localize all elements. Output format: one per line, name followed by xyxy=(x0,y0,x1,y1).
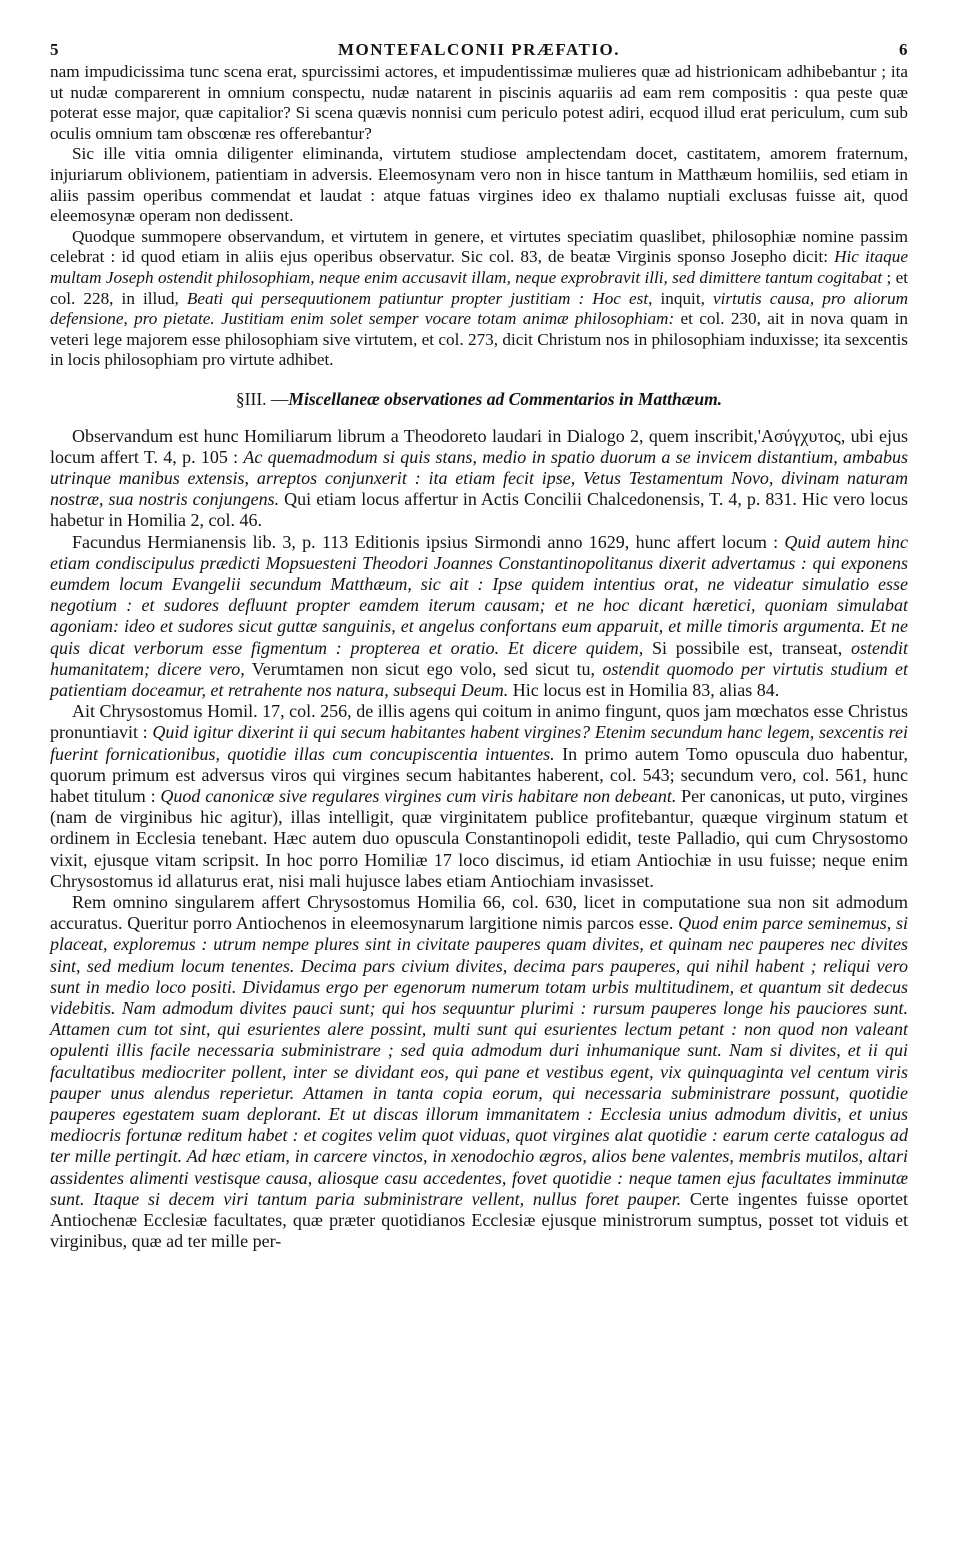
text-run: Si possibile est, transeat, xyxy=(643,637,851,658)
text-run: Verumtamen non sicut ego volo, sed sicut tu, xyxy=(244,658,603,679)
paragraph-virtues: Sic ille vitia omnia diligenter eliminanda, virtutem studiose amplectendam docet, castitatem, amorem fraternum, injuriarum oblivionem, patientiam in adversis. Eleemosynam vero non in hisce tantum in Matthæum homiliis, sed etiam in aliis passim operibus commendat et laudat : atque fatuas virgines ideo ex thalamo nuptiali exclusas fuisse ait, quod eleemosynæ operam non dedissent. xyxy=(50,144,908,226)
quote-run: Quid igitur dixerint ii qui secum habitantes habent virgines? Etenim secundum hanc legem, sexcentis rei fuerint fornicationibus, quotidie illas cum concupiscentia intuentes. xyxy=(50,722,908,764)
text-run: Rem omnino singularem affert Chrysostomus Homilia 66, col. 630, licet in computatione sua non sit admodum accuratus. Queritur porro Antiochenos in eleemosynarum largitione nimis parcos esse. xyxy=(50,891,908,934)
paragraph-continuation: nam impudicissima tunc scena erat, spurcissimi actores, et impudentissimæ mulieres quæ ad histrionicam adhibebantur ; ita ut nudæ comparerent in omnium conspectu, nudæ natarent in piscinis aquariis ad eam rem compositis : qua peste quæ poterat esse major, quæ capitalior? Si scena quævis nonnisi cum periculo potest adiri, ecquod illud erat periculum, cum sub oculis omnium tam obscœnæ res offerebantur? xyxy=(50,62,908,143)
paragraph-homily-17 xyxy=(50,701,908,892)
section-2-text xyxy=(50,62,908,371)
quote-run: ostendit quomodo per virtutis studium et patientiam doceamur, et retrahente nos natura, subsequi Deum. xyxy=(50,658,908,700)
quote-run: Ac quemadmodum si quis stans, medio in spatio duorum a se invicem distantium, ambabus utrinque manibus extensis, arreptos conjunxerit : ita etiam fecit ipse, Vetus Testamentum Novo, divinam naturam nostræ, sua nostris conjungens. xyxy=(50,446,909,510)
paragraph-facundus xyxy=(50,532,908,702)
text-run: Ait Chrysostomus Homil. 17, col. 256, de illis agens qui coitum in animo fingunt, quos jam mœchatos esse Christus pronuntiavit : xyxy=(50,701,908,743)
quote-run: ostendit humanitatem; dicere vero, xyxy=(50,637,908,679)
quote-run: Hic itaque multam Joseph ostendit philosophiam, neque enim accusavit illam, neque exprobravit illi, sed dimittere tantum cogitabat xyxy=(50,247,908,287)
section-title: Miscellaneæ observationes ad Commentarios in Matthæum. xyxy=(288,388,723,409)
text-run: , inquit, xyxy=(648,288,713,308)
paragraph-theodoret xyxy=(50,426,908,532)
page-number-right: 6 xyxy=(898,40,908,59)
text-run: Certe ingentes fuisse oportet Antiochenæ Ecclesiæ facultates, quæ præter quotidianos Ecclesiæ ejusque ministrorum sumptus, posset tot viduis et virginibus, quæ ad ter mille per- xyxy=(50,1188,908,1252)
paragraph-homily-66 xyxy=(50,892,908,1252)
quote-run: Quod canonicæ sive regulares virgines cum viris habitare non debeant. xyxy=(160,785,677,806)
running-head xyxy=(50,40,908,60)
text-run: In primo autem Tomo opuscula duo habentur, quorum primum est adversus viros qui virgines secum habitantes haberent, col. 543; secundum vero, col. 561, hunc habet titulum : xyxy=(50,743,908,806)
text-run: Facundus Hermianensis lib. 3, p. 113 Editionis ipsius Sirmondi anno 1629, hunc affert locum : xyxy=(72,531,785,552)
text-run: Per canonicas, ut puto, virgines (nam de virginibus hic agitur), illas intelligit, quæ virginitatem publice profitebantur, quæque virginum statum et ordinem in Ecclesia tenebant. Hæc autem duo opuscula Constantinopoli edidit, teste Palladio, qui cum Chrysostomo vixit, ejusque vitam scripsit. In hoc porro Homiliæ 17 loco discimus, id etiam Antiochiæ in usu fuisse; neque enim Chrysostomus id allaturus erat, nisi mali hujusce labes etiam Antiochiam invasisset. xyxy=(50,785,908,891)
running-title: MONTEFALCONII PRÆFATIO. xyxy=(338,40,620,59)
paragraph-philosophy xyxy=(50,227,908,371)
quote-run: Quod enim parce seminemus, si placeat, exploremus : utrum nempe plures sint in civitate pauperes quam divites, et quinam nec pauperes nec divites sint, sed medium locum tenentes. Decima pars civium divites, decima pars pauperes, qui nihil habent ; reliqui vero sunt in medio loco positi. Dividamus ergo per egenorum numerum totam urbis multitudinem, et quantum sit dedecus videbitis. Nam admodum divites pauci sunt; qui hos sequuntur plurimi : rursum pauperes longe his pauciores sunt. Attamen cum tot sint, qui esurientes alere possint, multi sunt qui esurientes lectum petant : non quod non valeant opulenti illis facile necessaria subministrare ; sed quia admodum duri inhumanique sunt. Nam si divites, et ii qui facultatibus mediocriter pollent, inter se dividant eos, qui pane et vestibus egent, vix quinquaginta vel centum viris pauper unus alendus reperietur. Attamen in tanta copia eorum, qui necessaria subministrare possunt, quotidie pauperes egestatem suam deplorant. Et ut discas illorum immanitatem : Ecclesia unius admodum divitis, et unius mediocris fortunæ reditum habet : et cogites velim quot viduas, quot virgines alat quotidie : earum certe catalogus ad ter mille pertingit. Ad hæc etiam, in carcere vinctos, in xenodochio ægros, alios bene valentes, membris mutilos, altari assidentes alimenti vestisque causa, aliosque casu accedentes, fovet quotidie : neque tamen ejus facultates imminutæ sunt. Itaque si decem viri tantum paria subministrare vellent, nullus foret pauper. xyxy=(50,913,909,1209)
text-run: et col. 230, ait in nova quam in veteri lege majorem esse philosophiam sive virtutem, et col. 273, dicit Christum nos in philosophiam induxisse; ita sexcentis in locis philosophiam pro virtute adhibet. xyxy=(50,309,908,370)
text-run: Qui etiam locus affertur in Actis Concilii Chalcedonensis, T. 4, p. 831. Hic vero locus habetur in Homilia 2, col. 46. xyxy=(50,489,908,531)
text-run: Quodque summopere observandum, et virtutem in genere, et virtutes speciatim quaslibet, philosophiæ nomine passim celebrat : id quod etiam in aliis ejus operibus observatur. Sic col. 83, de beatæ Virginis sponso Josepho dicit: xyxy=(50,226,908,267)
quote-run: Quid autem hinc etiam condiscipulus prædicti Mopsuesteni Theodori Joannes Constantinopolitanus dixerit advertamus : qui exponens eumdem locum Evangelii secundum Matthæum, sic ait : Ipse quidem intentius orat, ne videatur simulatio esse negotium : et sudores defluunt propter eamdem iterum causam; et ne hoc dicant hæretici, quoniam simulabat agoniam: ideo et sudores sicut guttæ sanguinis, et angelus confortans eum apparuit, et mille timoris argumenta. Et ne quis dicat verborum esse figmentum : propterea et oratio. Et dicere quidem, xyxy=(50,531,908,658)
text-run: Observandum est hunc Homiliarum librum a Theodoreto laudari in Dialogo 2, quem inscribit, xyxy=(72,425,758,446)
greek-word: 'Ασύγχυτος xyxy=(757,425,841,446)
section-number: §III. — xyxy=(235,388,289,409)
quote-run: virtutis causa, pro aliorum defensione, pro pietate. Justitiam enim solet semper vocare totam animæ philosophiam: xyxy=(50,288,908,329)
section-3-text xyxy=(50,426,908,1253)
text-run: , ubi ejus locum affert T. 4, p. 105 : xyxy=(50,425,909,467)
text-run: ; et col. 228, in illud, xyxy=(50,267,908,308)
page xyxy=(50,40,908,1252)
text-run: Hic locus est in Homilia 83, alias 84. xyxy=(508,679,780,700)
section-heading xyxy=(50,389,908,410)
quote-run: Beati qui persequutionem patiuntur propter justitiam : Hoc est xyxy=(186,288,649,308)
page-number-left: 5 xyxy=(50,40,59,59)
